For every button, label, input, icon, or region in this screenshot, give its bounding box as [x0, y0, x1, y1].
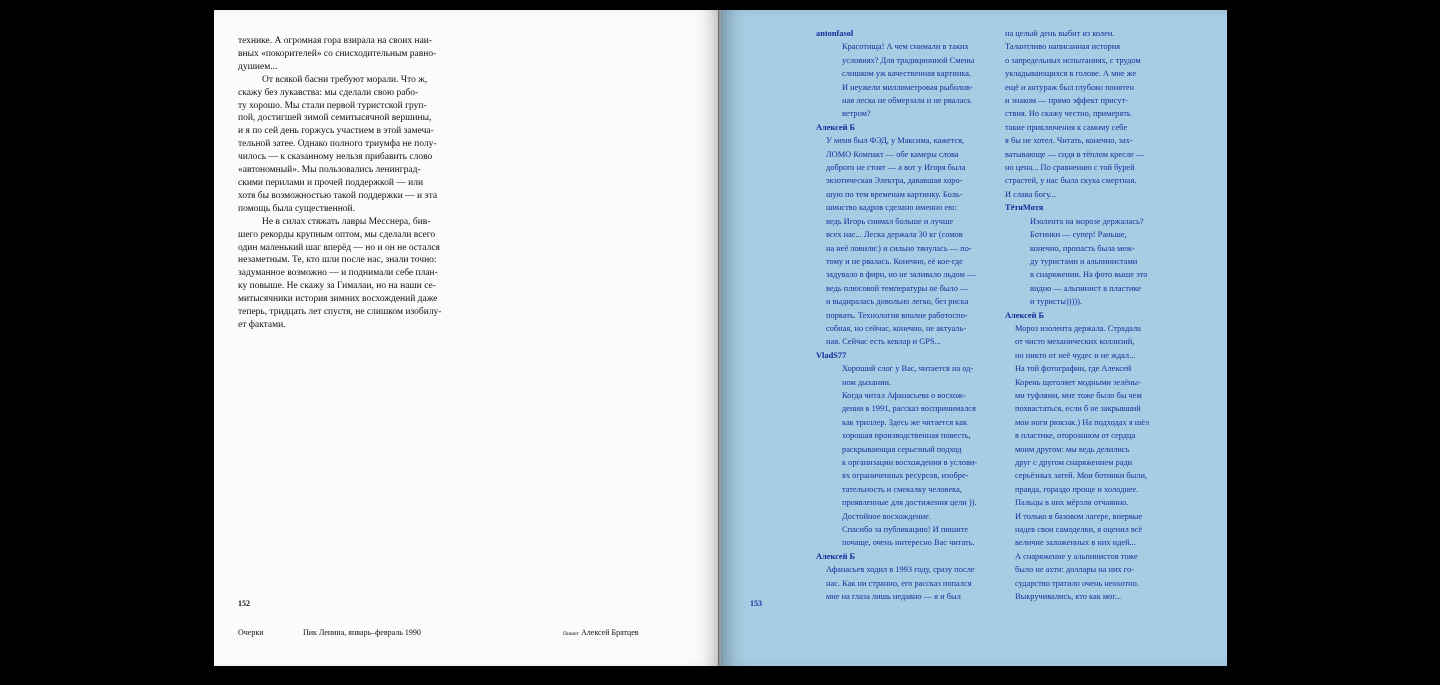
- comment-line: было не ахти: доллары на них го-: [1015, 565, 1134, 575]
- comment-line: нас. Как ни странно, его рассказ попался: [826, 578, 972, 588]
- text-line: технике. А огромная гора взирала на своих наи-: [238, 36, 433, 46]
- comment-line: как триллер. Здесь же читается как: [842, 417, 968, 427]
- comment: [1005, 309, 1150, 604]
- comment-line: шую по тем временам картинку. Боль-: [826, 189, 963, 199]
- comment-line: ствия. Но скажу честно, примерять: [1005, 109, 1131, 119]
- comment-line: Мороз изолента держала. Страдала: [1015, 323, 1141, 333]
- comment-line: тому и не рвалась. Конечно, её кое-где: [826, 256, 963, 266]
- text-line: От всякой басни требуют морали. Что ж,: [262, 74, 428, 85]
- text-line: один маленький шаг вперёд — но и он не остался: [238, 242, 440, 253]
- comment-line: в снаряжении. На фото выше это: [1030, 270, 1148, 280]
- text-line: пой, достигшей зимой семитысячной вершины,: [238, 113, 432, 124]
- comment-line: серьёзных затей. Мои ботинки были,: [1015, 471, 1148, 481]
- comment-line: на целый день выбит из колеи.: [1005, 29, 1115, 38]
- comments-column-1: [816, 27, 976, 603]
- comment-author: Алексей Б: [1005, 310, 1045, 320]
- comment-line: но цена... По сравнению с той бурей: [1005, 163, 1135, 173]
- comment-line: Афанасьев ходил в 1993 году, сразу после: [826, 565, 975, 575]
- text-line: ет фактами.: [238, 319, 286, 330]
- text-line: ту хорошо. Мы стали первой туристской груп-: [238, 100, 427, 111]
- comment-line: собная, но сейчас, конечно, не актуаль-: [826, 323, 967, 333]
- article-paragraph: [238, 35, 453, 74]
- comment-line: конечно, пропасть была меж-: [1030, 243, 1135, 253]
- comment-line: экзотическая Электра, дававшая хоро-: [826, 176, 963, 186]
- comment-author: ТётяМотя: [1005, 203, 1044, 213]
- comment-line: Достойное восхождение.: [842, 511, 931, 521]
- comment-line: Талантливо написанная история: [1005, 42, 1121, 52]
- article-paragraph: [238, 74, 453, 216]
- comment-line: ная леска не обмерзала и не рвалась: [842, 96, 971, 106]
- comment-line: ная. Сейчас есть кевлар и GPS...: [826, 337, 941, 347]
- comment-line: проявленные для достижения цели )).: [842, 498, 977, 508]
- text-line: и я по сей день горжусь участием в этой замеча-: [238, 126, 434, 137]
- comment-line: ещё и антураж был глубоко понятен: [1005, 82, 1134, 92]
- footer-section: Очерки: [238, 628, 264, 637]
- comment-line: мне на глаза лишь недавно — я и был: [826, 592, 961, 602]
- comment-line: доброго не стоят — а вот у Игоря была: [826, 163, 966, 173]
- comment-line: Корень щеголяет модными зелёны-: [1015, 377, 1141, 387]
- text-line: вных «покорителей» со снисходительным равно-: [238, 48, 437, 59]
- comment-author: Алексей Б: [816, 122, 856, 132]
- comment-line: Ботинки — супер! Раньше,: [1030, 230, 1127, 240]
- comment-line: условиях? Для традиционной Смены: [842, 55, 975, 65]
- article-text: [238, 35, 453, 332]
- comment-line: и выдиралась довольно легко, без риска: [826, 297, 969, 307]
- comment-line: порвать. Технология вполне работоспо-: [826, 310, 968, 320]
- comment-line: похвастаться, если б не закрывший: [1015, 404, 1141, 414]
- text-line: душием...: [238, 61, 278, 72]
- comment-body: [816, 134, 976, 349]
- comment-line: тательность и смекалку человека,: [842, 484, 962, 494]
- comment-line: У меня был ФЭД, у Максима, кажется,: [826, 136, 965, 146]
- comment-line: мои ноги рюкзак.) На подходах я шёл: [1015, 417, 1150, 427]
- text-line: теперь, тридцать лет спустя, не слишком изобилу-: [238, 307, 442, 318]
- comment-line: И слава богу...: [1005, 189, 1056, 199]
- comment-line: дении в 1991, рассказ воспринимался: [842, 404, 976, 414]
- comment-line: укладывающихся в голове. А мне же: [1005, 69, 1137, 79]
- page-number-right: 153: [750, 599, 762, 608]
- text-line: шего рекорды крупным оптом, мы сделали всего: [238, 229, 436, 240]
- comment-line: задувало в фирн, но не заливало льдом —: [826, 270, 976, 280]
- comment-line: сударство тратило очень неохотно.: [1015, 578, 1139, 588]
- text-line: тельной затее. Однако полного триумфа не полу-: [238, 139, 437, 150]
- comment: [816, 27, 976, 121]
- comment-line: хорошая производственная повесть,: [842, 431, 971, 441]
- comment-line: но никто от неё чудес и не ждал...: [1015, 350, 1136, 360]
- comment-author: Алексей Б: [816, 551, 856, 561]
- comment-line: ях ограниченных ресурсов, изобре-: [842, 471, 969, 481]
- comment-line: к организации восхождения в услови-: [842, 458, 978, 467]
- comment-line: шинство кадров сделано именно ею:: [826, 203, 957, 213]
- text-line: ку повыше. Не скажу за Гималаи, но на наши се-: [238, 281, 436, 292]
- comment-line: ведь Игорь снимал больше и лучше: [826, 216, 954, 226]
- comment-line: и туристы))))).: [1030, 297, 1083, 307]
- text-line: незаметным. Те, кто шли после нас, знали точно:: [238, 255, 437, 266]
- text-line: помощь была существенной.: [238, 203, 355, 214]
- footer-article-title: Пик Ленина, январь–февраль 1990: [303, 628, 421, 637]
- comment-line: ду туристами и альпинистами: [1030, 256, 1138, 266]
- comment-line: ЛОМО Компакт — обе камеры слова: [826, 149, 959, 159]
- comment: [816, 121, 976, 349]
- comment-line: Пальцы в них мёрзли отчаянно.: [1015, 498, 1129, 508]
- text-line: скажу без лукавства: мы сделали свою рабо-: [238, 87, 419, 98]
- text-line: Не в силах стяжать лавры Месснера, бив-: [262, 216, 431, 227]
- comment-line: всех нас... Леска держала 30 кг (сомов: [826, 230, 963, 240]
- comment-line: Спасибо за публикацию! И пишите: [842, 525, 969, 535]
- comment-line: друг с другом снаряжением ради: [1015, 458, 1133, 467]
- comment-line: Красотища! А чем снимали в таких: [842, 42, 969, 52]
- comment-line: ном дыхании.: [842, 377, 892, 387]
- comment-line: Хороший слог у Вас, читается на од-: [842, 364, 974, 374]
- comment-line: моим другом: мы ведь делились: [1015, 444, 1130, 454]
- comment: [816, 349, 976, 550]
- comment-line: Изолента на морозе держалась?: [1030, 216, 1144, 226]
- footer-byline: [563, 628, 639, 637]
- page-number-left: 152: [238, 599, 250, 608]
- comment-body: [1005, 322, 1150, 604]
- byline-author: Алексей Братцев: [581, 628, 639, 637]
- text-line: чилось — к сказанному нельзя прибавить слово: [238, 152, 433, 163]
- comment-line: надев свои самоделки, я оценил всё: [1015, 525, 1143, 535]
- comment-line: Выкручивались, кто как мог...: [1015, 592, 1122, 602]
- comment-line: и знаком — прямо эффект присут-: [1005, 96, 1128, 106]
- comment-line: А снаряжение у альпинистов тоже: [1015, 551, 1138, 561]
- comment-line: ми туфлями, мне тоже было бы чем: [1015, 390, 1142, 400]
- comment-line: Когда читал Афанасьева о восхож-: [842, 390, 966, 400]
- comment: [1005, 27, 1145, 201]
- comment-body: [1005, 215, 1148, 309]
- comment-body: [816, 40, 976, 120]
- comment-line: ветром?: [842, 109, 871, 119]
- comment-author: VladS77: [816, 350, 847, 360]
- comment-line: И неужели миллиметровая рыболов-: [842, 82, 973, 92]
- text-line: «автономный». Мы пользовались ленинград-: [238, 165, 421, 176]
- article-paragraph: [238, 216, 453, 332]
- comment: [816, 550, 976, 604]
- comment-line: страстей, у нас была скука смертная.: [1005, 176, 1137, 186]
- comment-author: antonfasol: [816, 29, 854, 38]
- comment-line: в пластике, отороанном от сердца: [1015, 431, 1136, 441]
- comment-line: раскрывающая серьезный подход: [842, 444, 962, 454]
- comment-line: о запредельных испытаниях, с трудом: [1005, 55, 1141, 65]
- spine-gutter: [718, 10, 722, 666]
- comment-line: И только в базовом лагере, впервые: [1015, 511, 1143, 521]
- comment-line: На той фотографии, где Алексей: [1015, 364, 1132, 374]
- comment-body: [816, 362, 976, 550]
- comment-line: ватывающе — сидя в тёплом кресле —: [1005, 149, 1145, 159]
- comment-line: правда, гораздо проще и холоднее.: [1015, 484, 1139, 494]
- comment: [1005, 201, 1148, 308]
- comment-line: величие заложенных в них идей...: [1015, 538, 1136, 548]
- byline-label: Пишет: [563, 631, 579, 637]
- comment-line: на неё ловили:) и сильно тянулась — по-: [826, 243, 972, 253]
- text-line: митысячники история зимних восхождений даже: [238, 294, 438, 305]
- comment-line: от чисто механических коллизий,: [1015, 337, 1135, 347]
- comment-line: такие приключения к самому себе: [1005, 122, 1128, 132]
- comment-line: ведь плюсовой температуры не было —: [826, 283, 969, 293]
- text-line: скими перилами и прочей поддержкой — или: [238, 177, 424, 188]
- comment-body: [1005, 27, 1145, 201]
- text-line: хотя бы возможностью такой поддержки — и эта: [238, 190, 438, 201]
- comments-column-2: [1005, 27, 1150, 603]
- comment-line: видно — альпинист в пластике: [1030, 283, 1141, 293]
- comment-line: почаще, очень интересно Вас читать.: [842, 538, 975, 548]
- comment-body: [816, 563, 976, 603]
- text-line: задуманное возможно — и поднимали себе план-: [238, 268, 438, 279]
- comment-line: я бы не хотел. Читать, конечно, зах-: [1005, 136, 1133, 146]
- comment-line: слишком уж качественная картинка.: [842, 69, 972, 79]
